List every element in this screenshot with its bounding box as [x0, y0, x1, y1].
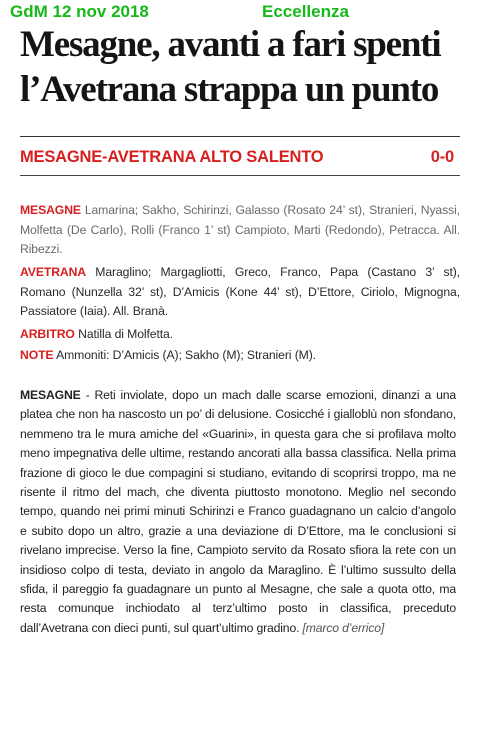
headline-line-1: Mesagne, avanti a fari spenti	[20, 24, 441, 65]
notes-label: NOTE	[20, 348, 54, 362]
top-divider	[20, 136, 460, 137]
lineup-avetrana	[20, 263, 460, 322]
match-score: 0-0	[430, 148, 454, 166]
article-text: - Reti inviolate, dopo un mach dalle scarse emozioni, dinanzi a una platea che non ha nascosto un po’ di delusione. Cosicché i gialloblù non sfondano, nemmeno tra le mura amiche del «Guarini», in questa gara che si profilava molto meno impegnativa delle ultime, restando ancorati alla bassa classifica. Nella prima frazione di gioco le due compagini si studiano, evitando di scoprirsi troppo, ma ne risente il ritmo del mach, che diventa piuttosto monotono. Meglio nel secondo tempo, quando nei primi minuti Schirinzi e Franco guadagnano un calcio d’angolo e subito dopo un altro, grazie a una deviazione di D’Ettore, ma le conclusioni si rivelano imprecise. Verso la fine, Campioto servito da Rosato sfiora la rete con un insidioso colpo di testa, deviato in angolo da Maraglino. È l’ultimo sussulto della sfida, il pareggio fa guadagnare un punto al Mesagne, che sale a quota otto, ma resta comunque inchiodato al terz’ultimo posto in classifica, preceduto dall’Avetrana con dieci punti, sul quart’ultimo gradino.	[20, 388, 456, 635]
match-banner	[20, 148, 460, 167]
notes-line	[20, 346, 460, 366]
notes-text: Ammoniti: D’Amicis (A); Sakho (M); Stranieri (M).	[53, 348, 316, 362]
lineup-mesagne	[20, 201, 460, 260]
source-date: GdM 12 nov 2018	[10, 2, 149, 21]
section-category: Eccellenza	[262, 2, 349, 21]
referee-line	[20, 325, 460, 345]
referee-label: ARBITRO	[20, 327, 75, 341]
headline-line-2: l’Avetrana strappa un punto	[20, 69, 439, 110]
team-label-avetrana: AVETRANA	[20, 265, 87, 279]
team-label-mesagne: MESAGNE	[20, 203, 81, 217]
banner-divider	[20, 175, 460, 176]
lineup-avetrana-text: Maraglino; Margagliotti, Greco, Franco, Papa (Castano 3’ st), Romano (Nunzella 32’ st), D’Amicis (Kone 44’ st), D’Ettore, Ciriolo, Mignogna, Passiatore (Iaia). All. Branà.	[20, 265, 460, 318]
article-dateline: MESAGNE	[20, 388, 81, 402]
lineup-mesagne-text: Lamarina; Sakho, Schirinzi, Galasso (Rosato 24’ st), Stranieri, Nyassi, Molfetta (De Carlo), Rolli (Franco 1’ st) Campioto, Marti (Redondo), Petracca. All. Ribezzi.	[20, 203, 460, 256]
referee-text: Natilla di Molfetta.	[74, 327, 173, 341]
article-signature: [marco d’errico]	[302, 620, 385, 635]
article-body	[20, 386, 456, 638]
match-title: MESAGNE-AVETRANA ALTO SALENTO	[20, 148, 324, 166]
